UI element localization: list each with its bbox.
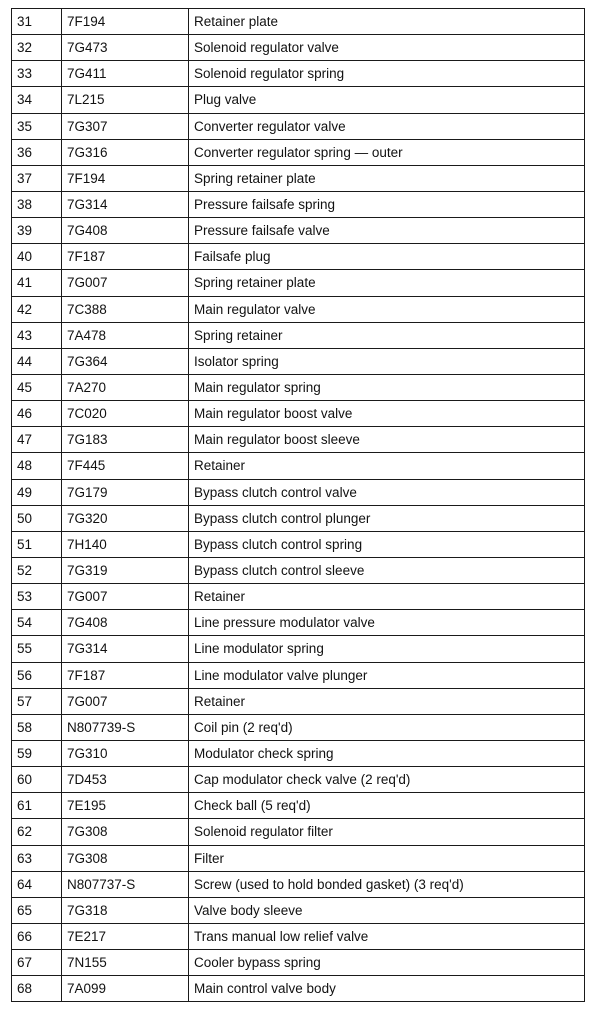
description-cell: Trans manual low relief valve bbox=[189, 923, 585, 949]
description-cell: Converter regulator spring — outer bbox=[189, 139, 585, 165]
table-row bbox=[12, 531, 585, 557]
table-row bbox=[12, 505, 585, 531]
description-cell: Main regulator valve bbox=[189, 296, 585, 322]
part-number-cell: 7F194 bbox=[62, 9, 189, 35]
part-number-cell: 7G411 bbox=[62, 61, 189, 87]
description-cell: Line modulator valve plunger bbox=[189, 662, 585, 688]
part-number-cell: 7G408 bbox=[62, 218, 189, 244]
description-cell: Cap modulator check valve (2 req'd) bbox=[189, 767, 585, 793]
item-number-cell: 40 bbox=[12, 244, 62, 270]
description-cell: Pressure failsafe spring bbox=[189, 191, 585, 217]
description-cell: Spring retainer plate bbox=[189, 270, 585, 296]
parts-table-body bbox=[12, 9, 585, 1002]
part-number-cell: 7G319 bbox=[62, 557, 189, 583]
description-cell: Main regulator boost sleeve bbox=[189, 427, 585, 453]
part-number-cell: 7G308 bbox=[62, 845, 189, 871]
item-number-cell: 42 bbox=[12, 296, 62, 322]
table-row bbox=[12, 636, 585, 662]
item-number-cell: 39 bbox=[12, 218, 62, 244]
item-number-cell: 61 bbox=[12, 793, 62, 819]
item-number-cell: 60 bbox=[12, 767, 62, 793]
item-number-cell: 53 bbox=[12, 584, 62, 610]
description-cell: Bypass clutch control sleeve bbox=[189, 557, 585, 583]
table-row bbox=[12, 740, 585, 766]
part-number-cell: 7G314 bbox=[62, 636, 189, 662]
parts-table bbox=[11, 8, 585, 1002]
description-cell: Retainer bbox=[189, 688, 585, 714]
description-cell: Converter regulator valve bbox=[189, 113, 585, 139]
description-cell: Main regulator spring bbox=[189, 374, 585, 400]
table-row bbox=[12, 322, 585, 348]
description-cell: Line modulator spring bbox=[189, 636, 585, 662]
part-number-cell: 7E195 bbox=[62, 793, 189, 819]
description-cell: Retainer bbox=[189, 584, 585, 610]
description-cell: Bypass clutch control valve bbox=[189, 479, 585, 505]
part-number-cell: 7H140 bbox=[62, 531, 189, 557]
table-row bbox=[12, 819, 585, 845]
description-cell: Isolator spring bbox=[189, 348, 585, 374]
part-number-cell: 7G308 bbox=[62, 819, 189, 845]
table-row bbox=[12, 35, 585, 61]
table-row bbox=[12, 453, 585, 479]
table-row bbox=[12, 374, 585, 400]
part-number-cell: 7A478 bbox=[62, 322, 189, 348]
description-cell: Solenoid regulator filter bbox=[189, 819, 585, 845]
part-number-cell: 7N155 bbox=[62, 950, 189, 976]
table-row bbox=[12, 191, 585, 217]
item-number-cell: 46 bbox=[12, 401, 62, 427]
item-number-cell: 36 bbox=[12, 139, 62, 165]
part-number-cell: 7F187 bbox=[62, 662, 189, 688]
description-cell: Coil pin (2 req'd) bbox=[189, 714, 585, 740]
table-row bbox=[12, 165, 585, 191]
item-number-cell: 62 bbox=[12, 819, 62, 845]
part-number-cell: 7G007 bbox=[62, 584, 189, 610]
table-row bbox=[12, 584, 585, 610]
table-row bbox=[12, 923, 585, 949]
description-cell: Main regulator boost valve bbox=[189, 401, 585, 427]
description-cell: Bypass clutch control spring bbox=[189, 531, 585, 557]
table-row bbox=[12, 950, 585, 976]
part-number-cell: 7F187 bbox=[62, 244, 189, 270]
table-row bbox=[12, 270, 585, 296]
table-row bbox=[12, 139, 585, 165]
part-number-cell: 7G316 bbox=[62, 139, 189, 165]
table-row bbox=[12, 113, 585, 139]
part-number-cell: N807739-S bbox=[62, 714, 189, 740]
item-number-cell: 65 bbox=[12, 897, 62, 923]
item-number-cell: 63 bbox=[12, 845, 62, 871]
description-cell: Valve body sleeve bbox=[189, 897, 585, 923]
description-cell: Retainer bbox=[189, 453, 585, 479]
table-row bbox=[12, 793, 585, 819]
part-number-cell: 7G183 bbox=[62, 427, 189, 453]
item-number-cell: 50 bbox=[12, 505, 62, 531]
item-number-cell: 37 bbox=[12, 165, 62, 191]
table-row bbox=[12, 218, 585, 244]
part-number-cell: 7C020 bbox=[62, 401, 189, 427]
table-row bbox=[12, 87, 585, 113]
part-number-cell: 7D453 bbox=[62, 767, 189, 793]
item-number-cell: 51 bbox=[12, 531, 62, 557]
part-number-cell: 7G307 bbox=[62, 113, 189, 139]
item-number-cell: 48 bbox=[12, 453, 62, 479]
item-number-cell: 45 bbox=[12, 374, 62, 400]
description-cell: Spring retainer plate bbox=[189, 165, 585, 191]
item-number-cell: 33 bbox=[12, 61, 62, 87]
table-row bbox=[12, 61, 585, 87]
table-row bbox=[12, 296, 585, 322]
description-cell: Solenoid regulator valve bbox=[189, 35, 585, 61]
table-row bbox=[12, 871, 585, 897]
part-number-cell: 7A099 bbox=[62, 976, 189, 1002]
description-cell: Spring retainer bbox=[189, 322, 585, 348]
item-number-cell: 52 bbox=[12, 557, 62, 583]
item-number-cell: 58 bbox=[12, 714, 62, 740]
part-number-cell: 7G364 bbox=[62, 348, 189, 374]
item-number-cell: 56 bbox=[12, 662, 62, 688]
part-number-cell: N807737-S bbox=[62, 871, 189, 897]
item-number-cell: 44 bbox=[12, 348, 62, 374]
part-number-cell: 7G320 bbox=[62, 505, 189, 531]
description-cell: Modulator check spring bbox=[189, 740, 585, 766]
item-number-cell: 49 bbox=[12, 479, 62, 505]
table-row bbox=[12, 845, 585, 871]
description-cell: Screw (used to hold bonded gasket) (3 req'd) bbox=[189, 871, 585, 897]
item-number-cell: 41 bbox=[12, 270, 62, 296]
description-cell: Failsafe plug bbox=[189, 244, 585, 270]
description-cell: Line pressure modulator valve bbox=[189, 610, 585, 636]
item-number-cell: 47 bbox=[12, 427, 62, 453]
table-row bbox=[12, 9, 585, 35]
table-row bbox=[12, 897, 585, 923]
description-cell: Main control valve body bbox=[189, 976, 585, 1002]
part-number-cell: 7A270 bbox=[62, 374, 189, 400]
table-row bbox=[12, 244, 585, 270]
item-number-cell: 31 bbox=[12, 9, 62, 35]
item-number-cell: 68 bbox=[12, 976, 62, 1002]
table-row bbox=[12, 557, 585, 583]
part-number-cell: 7C388 bbox=[62, 296, 189, 322]
description-cell: Bypass clutch control plunger bbox=[189, 505, 585, 531]
part-number-cell: 7L215 bbox=[62, 87, 189, 113]
item-number-cell: 35 bbox=[12, 113, 62, 139]
description-cell: Retainer plate bbox=[189, 9, 585, 35]
item-number-cell: 54 bbox=[12, 610, 62, 636]
part-number-cell: 7G310 bbox=[62, 740, 189, 766]
item-number-cell: 57 bbox=[12, 688, 62, 714]
table-row bbox=[12, 976, 585, 1002]
part-number-cell: 7G314 bbox=[62, 191, 189, 217]
item-number-cell: 32 bbox=[12, 35, 62, 61]
part-number-cell: 7F194 bbox=[62, 165, 189, 191]
description-cell: Cooler bypass spring bbox=[189, 950, 585, 976]
description-cell: Check ball (5 req'd) bbox=[189, 793, 585, 819]
description-cell: Plug valve bbox=[189, 87, 585, 113]
item-number-cell: 34 bbox=[12, 87, 62, 113]
table-row bbox=[12, 767, 585, 793]
description-cell: Filter bbox=[189, 845, 585, 871]
item-number-cell: 43 bbox=[12, 322, 62, 348]
table-row bbox=[12, 714, 585, 740]
part-number-cell: 7F445 bbox=[62, 453, 189, 479]
item-number-cell: 67 bbox=[12, 950, 62, 976]
table-row bbox=[12, 427, 585, 453]
part-number-cell: 7G007 bbox=[62, 270, 189, 296]
part-number-cell: 7G473 bbox=[62, 35, 189, 61]
table-row bbox=[12, 348, 585, 374]
item-number-cell: 64 bbox=[12, 871, 62, 897]
description-cell: Pressure failsafe valve bbox=[189, 218, 585, 244]
table-row bbox=[12, 662, 585, 688]
table-row bbox=[12, 479, 585, 505]
part-number-cell: 7G007 bbox=[62, 688, 189, 714]
part-number-cell: 7G318 bbox=[62, 897, 189, 923]
part-number-cell: 7E217 bbox=[62, 923, 189, 949]
item-number-cell: 59 bbox=[12, 740, 62, 766]
table-row bbox=[12, 401, 585, 427]
part-number-cell: 7G179 bbox=[62, 479, 189, 505]
item-number-cell: 66 bbox=[12, 923, 62, 949]
part-number-cell: 7G408 bbox=[62, 610, 189, 636]
description-cell: Solenoid regulator spring bbox=[189, 61, 585, 87]
item-number-cell: 38 bbox=[12, 191, 62, 217]
table-row bbox=[12, 610, 585, 636]
table-row bbox=[12, 688, 585, 714]
item-number-cell: 55 bbox=[12, 636, 62, 662]
